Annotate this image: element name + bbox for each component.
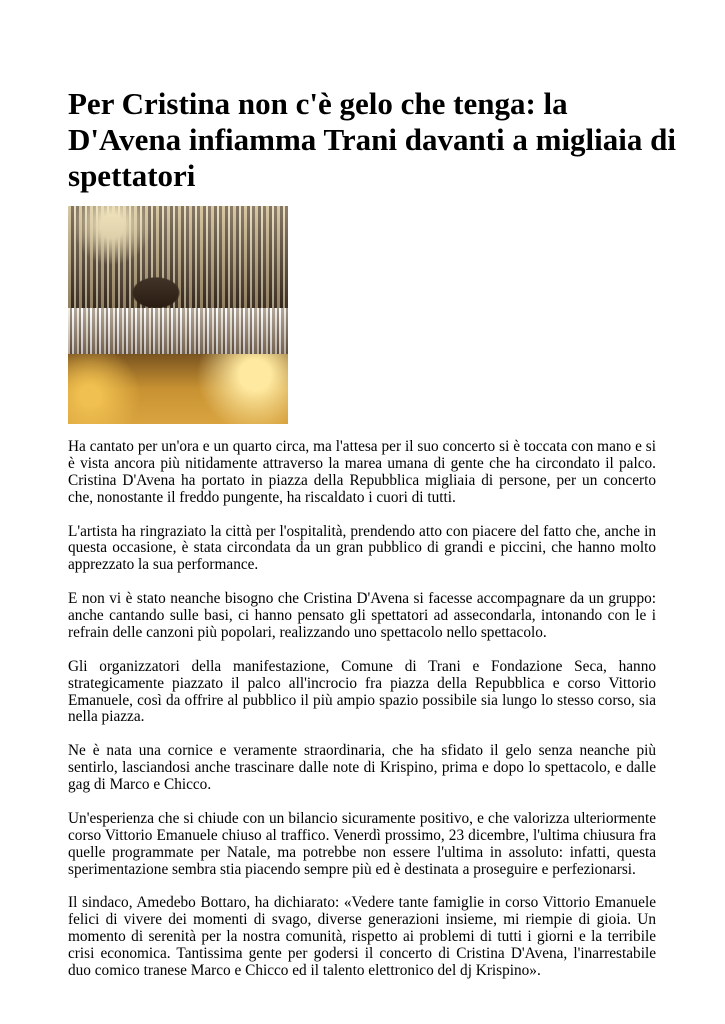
article-body	[68, 439, 656, 980]
stage-photo-bottom	[68, 354, 288, 424]
paragraph: Gli organizzatori della manifestazione, Comune di Trani e Fondazione Seca, hanno strategicamente piazzato il palco all'incrocio fra piazza della Repubblica e corso Vittorio Emanuele, così da offrire al pubblico il più ampio spazio possibile sia lungo lo stesso corso, sia nella piazza.	[68, 657, 656, 726]
paragraph: E non vi è stato neanche bisogno che Cristina D'Avena si facesse accompagnare da un gruppo: anche cantando sulle basi, ci hanno pensato gli spettatori ad assecondarla, intonando con le i refrain delle canzoni più popolari, realizzando uno spettacolo nello spettacolo.	[68, 590, 656, 641]
paragraph: L'artista ha ringraziato la città per l'ospitalità, prendendo atto con piacere del fatto che, anche in questa occasione, è stata circondata da un gran pubblico di grandi e piccini, che hanno molto apprezzato la sua performance.	[68, 522, 656, 574]
article-title: Per Cristina non c'è gelo che tenga: la D'Avena infiamma Trani davanti a migliaia di spettatori	[68, 86, 676, 193]
crowd-photo-middle	[68, 308, 288, 354]
crowd-photo-top	[68, 206, 288, 308]
paragraph: Il sindaco, Amedebo Bottaro, ha dichiarato: «Vedere tante famiglie in corso Vittorio Emanuele felici di vivere dei momenti di svago, diverse generazioni insieme, mi riempie di gioia. Un momento di serenità per la nostra comunità, rispetto ai problemi di tutti i giorni e la terribile crisi economica. Tantissima gente per godersi il concerto di Cristina D'Avena, l'inarrestabile duo comico tranese Marco e Chicco ed il talento elettronico del dj Krispino».	[68, 894, 656, 979]
paragraph: Un'esperienza che si chiude con un bilancio sicuramente positivo, e che valorizza ulteriormente corso Vittorio Emanuele chiuso al traffico. Venerdì prossimo, 23 dicembre, l'ultima chiusura fra quelle programmate per Natale, ma potrebbe non essere l'ultima in assoluto: infatti, questa sperimentazione sembra stia piacendo sempre più ed è destinata a proseguire e perfezionarsi.	[68, 809, 656, 878]
paragraph: Ha cantato per un'ora e un quarto circa, ma l'attesa per il suo concerto si è toccata con mano e si è vista ancora più nitidamente attraverso la marea umana di gente che ha circondato il palco. Cristina D'Avena ha portato in piazza della Repubblica migliaia di persone, per un concerto che, nonostante il freddo pungente, ha riscaldato i cuori di tutti.	[68, 438, 656, 506]
concert-photo-collage	[68, 206, 288, 424]
paragraph: Ne è nata una cornice e veramente straordinaria, che ha sfidato il gelo senza neanche più sentirlo, lasciandosi anche trascinare dalle note di Krispino, prima e dopo lo spettacolo, e dalle gag di Marco e Chicco.	[68, 742, 656, 794]
